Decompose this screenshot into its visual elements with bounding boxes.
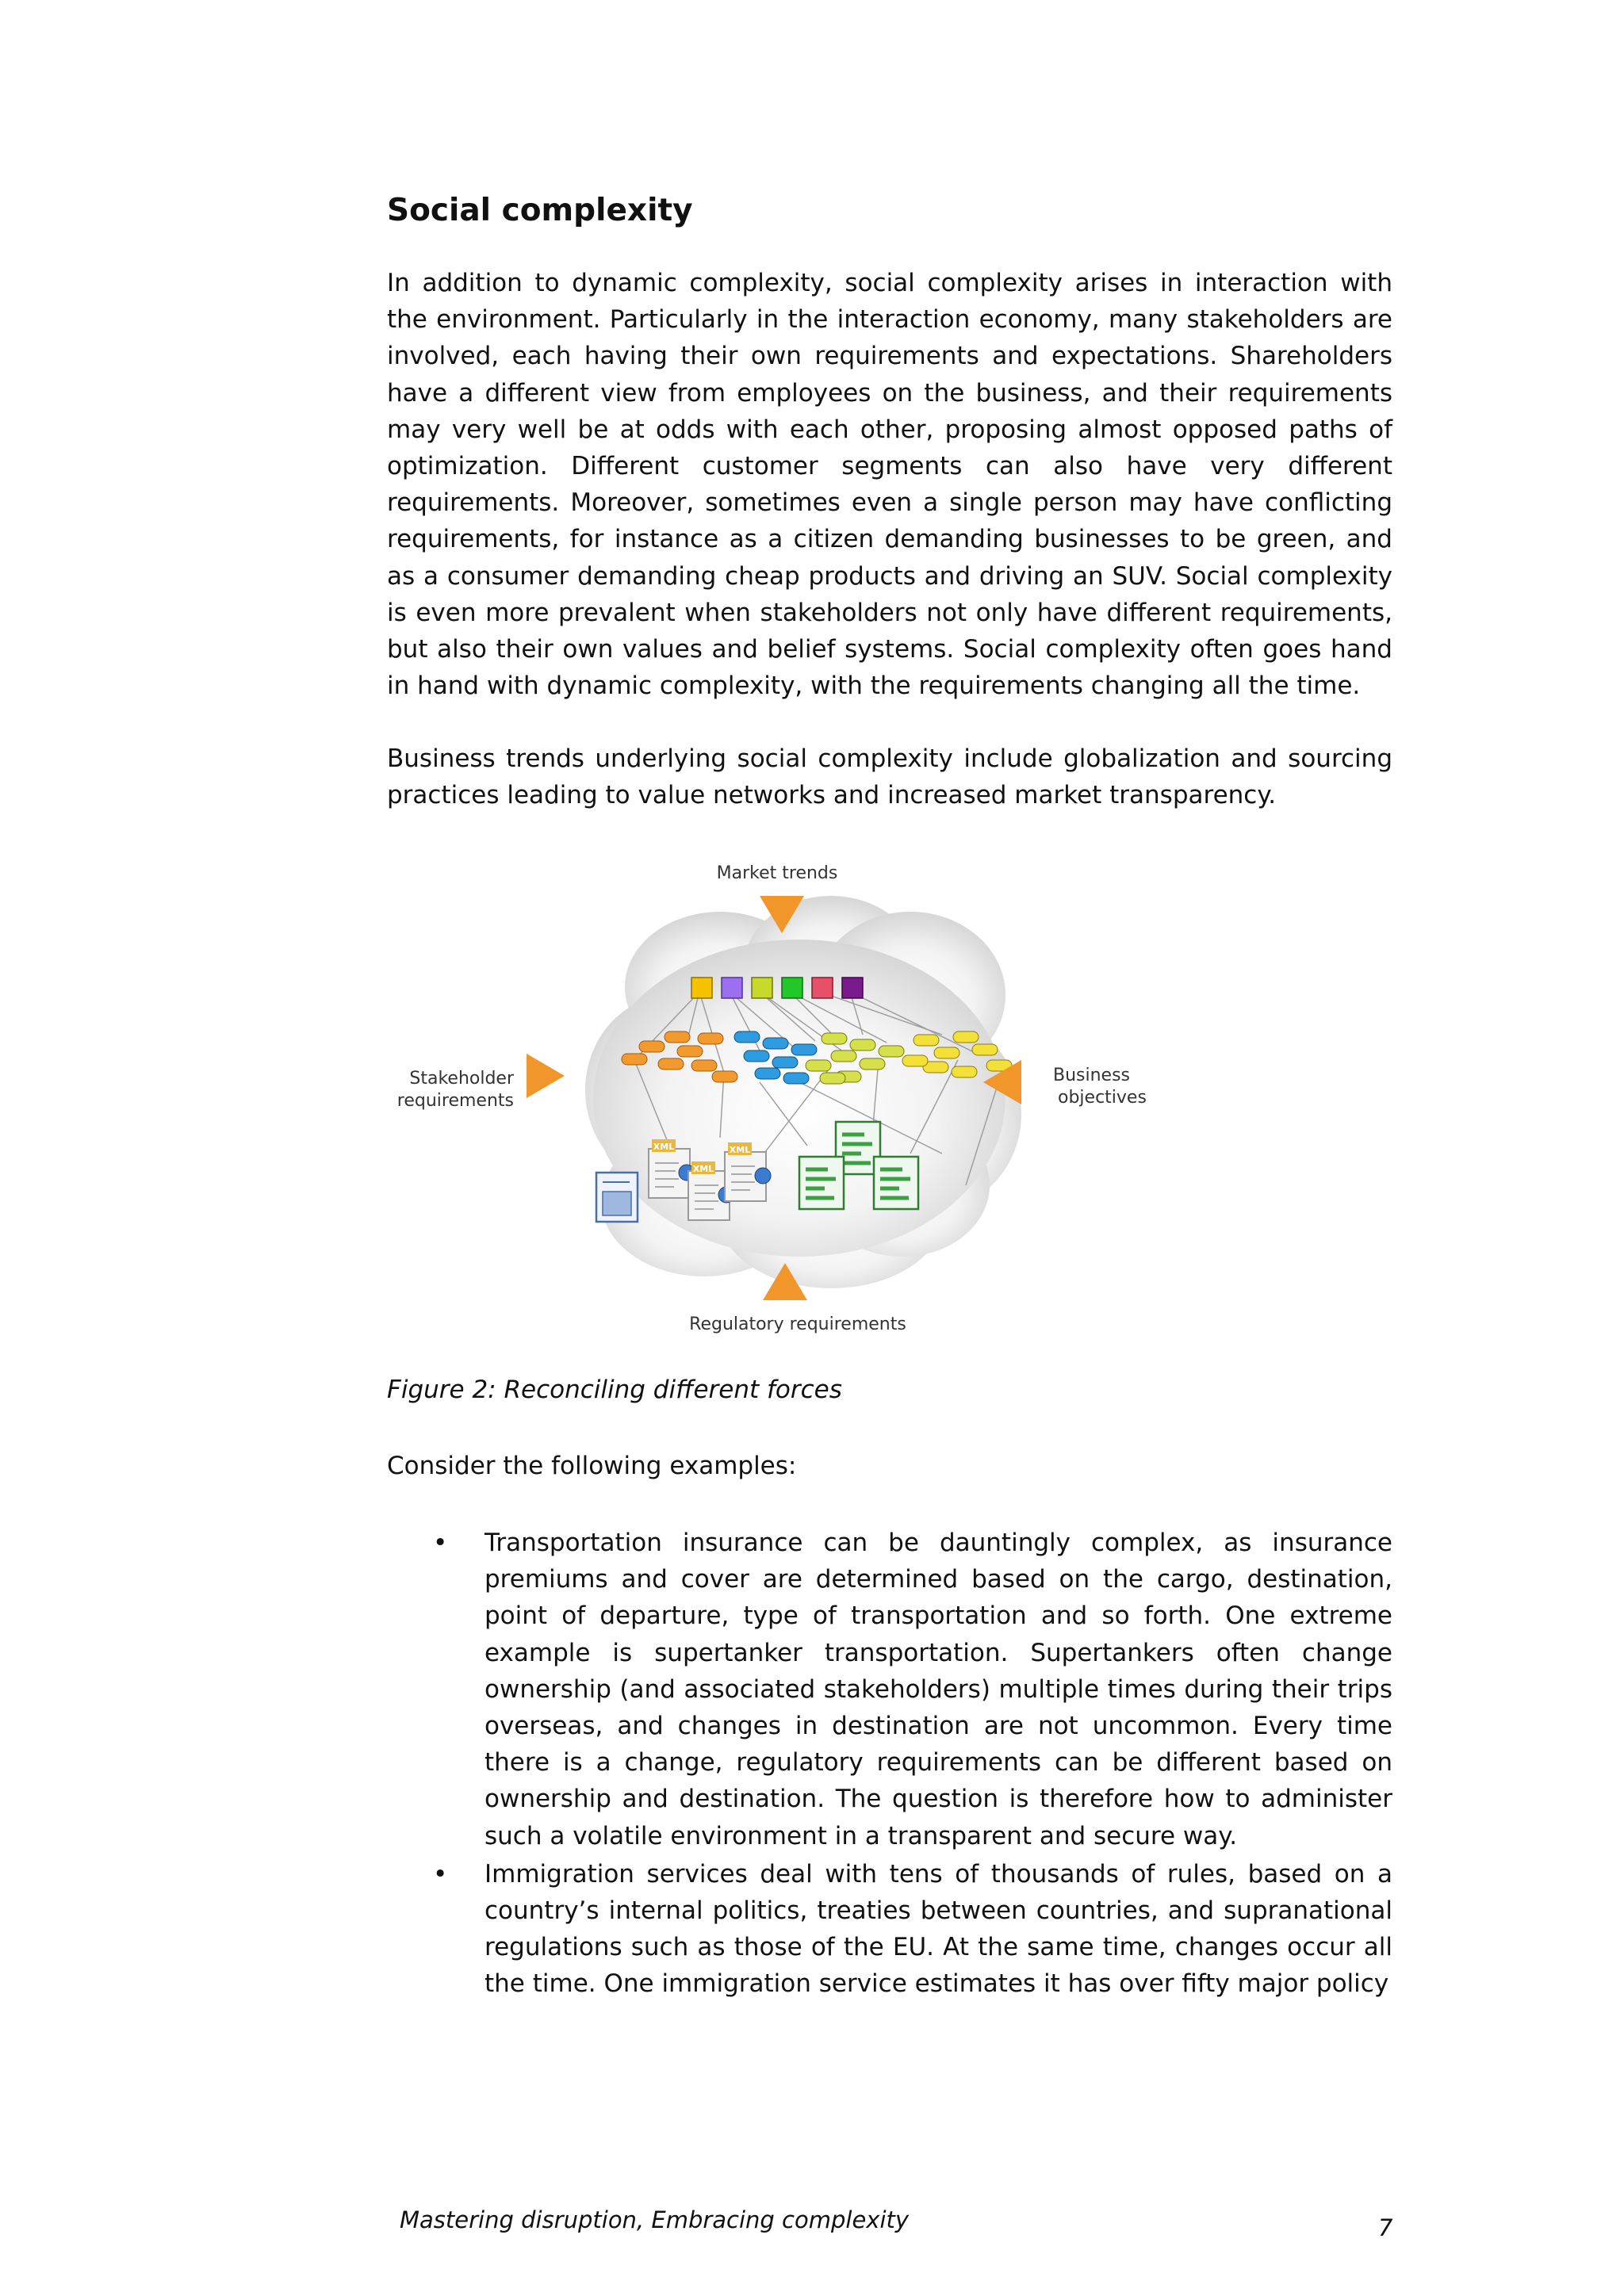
figure-caption: Figure 2: Reconciling different forces bbox=[387, 1376, 842, 1404]
component-box bbox=[812, 978, 833, 998]
cloud-shape bbox=[585, 896, 1021, 1288]
green-spreadsheet-icon bbox=[799, 1157, 844, 1209]
page-number: 7 bbox=[1378, 2214, 1393, 2241]
label-market-trends: Market trends bbox=[716, 863, 838, 883]
section-heading: Social complexity bbox=[387, 193, 693, 228]
list-item-text: Transportation insurance can be dauntingly complex, as insurance premiums and cover are determined based on the cargo, destination, point of departure, type of transportation and so forth. One extreme example is supertanker transportation. Supertankers often change ownership (and associated stakeholders) multiple times during their trips overseas, and changes in destination are not uncommon. Every time there is a change, regulatory requirements can be different based on ownership and destination. The question is therefore how to administer such a volatile environment in a transparent and secure way. bbox=[485, 1529, 1392, 1850]
label-regulatory-requirements: Regulatory requirements bbox=[689, 1314, 906, 1334]
svg-text:XML: XML bbox=[692, 1164, 714, 1174]
label-stakeholder-line1: Stakeholder bbox=[409, 1069, 514, 1089]
list-item-text: Immigration services deal with tens of thousands of rules, based on a country’s internal politics, treaties between countries, and supranational regulations such as those of the EU. At the same time, changes occur all the time. One immigration service estimates it has over fifty major policy bbox=[485, 1859, 1392, 1999]
xml-document-icon bbox=[725, 1142, 771, 1201]
body-paragraph: Business trends underlying social complexity include globalization and sourcing practices leading to value networks and increased market transparency. bbox=[387, 744, 1392, 810]
examples-intro: Consider the following examples: bbox=[387, 1452, 797, 1480]
component-box bbox=[722, 978, 742, 998]
forces-diagram-svg bbox=[387, 852, 1392, 1344]
label-business-line1: Business bbox=[1053, 1066, 1131, 1085]
label-stakeholder-line2: requirements bbox=[396, 1091, 514, 1111]
arrow-right-icon bbox=[527, 1054, 565, 1098]
list-item bbox=[387, 1856, 1392, 2003]
component-box bbox=[752, 978, 772, 998]
component-box bbox=[691, 978, 712, 998]
examples-list bbox=[387, 1525, 1392, 2004]
blue-document-icon bbox=[596, 1173, 638, 1222]
component-box bbox=[842, 978, 863, 998]
footer-title: Mastering disruption, Embracing complexity bbox=[400, 2206, 910, 2233]
component-box bbox=[782, 978, 802, 998]
svg-text:XML: XML bbox=[729, 1145, 751, 1155]
bullet-icon: • bbox=[433, 1529, 448, 1557]
svg-text:XML: XML bbox=[653, 1142, 675, 1152]
green-spreadsheet-icon bbox=[874, 1157, 918, 1209]
forces-diagram bbox=[387, 852, 1392, 1344]
label-business-line2: objectives bbox=[1058, 1088, 1147, 1108]
bullet-icon: • bbox=[433, 1859, 448, 1888]
list-item bbox=[387, 1525, 1392, 1854]
body-paragraph: In addition to dynamic complexity, social complexity arises in interaction with the environment. Particularly in the interaction economy, many stakeholders are involved, each having their own requirements and expectations. Shareholders have a different view from employees on the business, and their requirements may very well be at odds with each other, proposing almost opposed paths of optimization. Different customer segments can also have very different requirements. Moreover, sometimes even a single person may have conflicting requirements, for instance as a citizen demanding businesses to be green, and as a consumer demanding cheap products and driving an SUV. Social complexity is even more prevalent when stakeholders not only have different requirements, but also their own values and belief systems. Social complexity often goes hand in hand with dynamic complexity, with the requirements changing all the time. bbox=[387, 269, 1392, 701]
